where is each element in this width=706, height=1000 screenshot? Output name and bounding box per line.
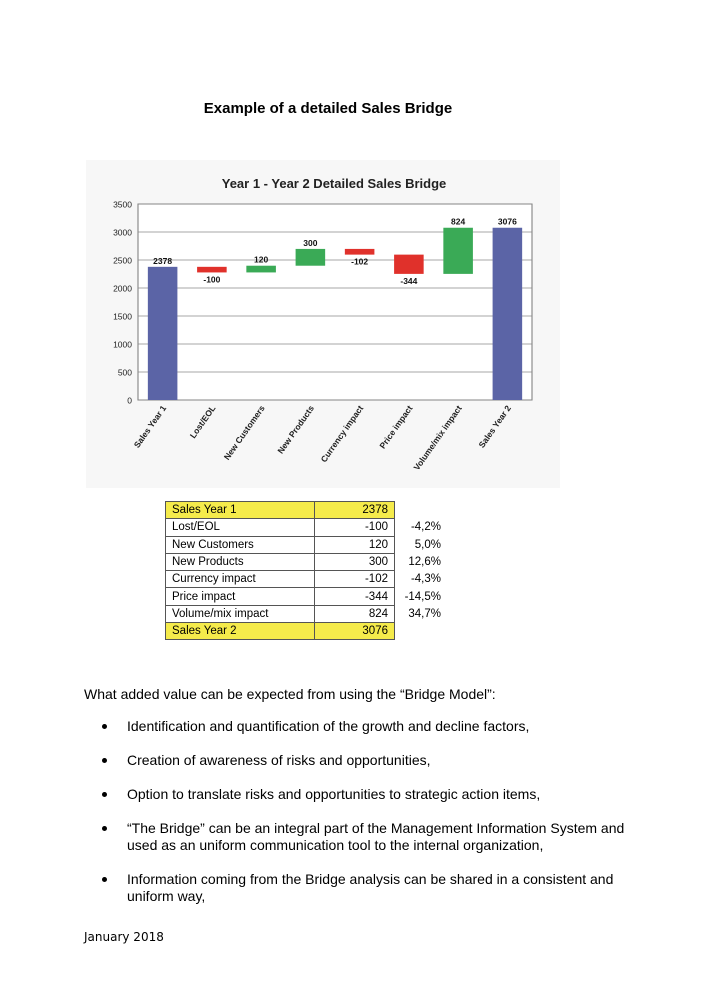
list-item-text: Identification and quantification of the growth and decline factors, — [127, 718, 530, 734]
row-percent: -4,3% — [410, 573, 441, 586]
data-label: 120 — [254, 254, 269, 265]
bullet-dot-icon — [102, 758, 107, 763]
data-label: -344 — [400, 275, 418, 286]
waterfall-chart-svg — [86, 160, 560, 488]
row-label: New Customers — [166, 536, 315, 553]
chart-title: Year 1 - Year 2 Detailed Sales Bridge — [221, 176, 447, 191]
list-item — [84, 820, 644, 854]
list-item — [84, 786, 644, 803]
x-tick-label: Currency impact — [318, 403, 366, 465]
table-row — [166, 588, 442, 605]
row-label: Sales Year 2 — [166, 623, 315, 640]
bar-new-customers — [246, 266, 276, 273]
row-percent: 5,0% — [414, 538, 441, 551]
sales-bridge-chart — [86, 160, 560, 488]
bar-sales-year-2 — [493, 228, 523, 400]
y-tick-label: 1000 — [113, 339, 132, 350]
y-tick-label: 500 — [117, 367, 132, 378]
bar-currency-impact — [345, 249, 375, 255]
row-label: Lost/EOL — [166, 519, 315, 536]
row-label: New Products — [166, 553, 315, 570]
row-label: Volume/mix impact — [166, 605, 315, 622]
bullet-dot-icon — [102, 724, 107, 729]
y-axis — [113, 200, 132, 406]
row-percent: 12,6% — [408, 556, 441, 569]
y-tick-label: 2500 — [113, 255, 132, 266]
list-item — [84, 752, 644, 769]
list-item-text: Option to translate risks and opportunities to strategic action items, — [127, 786, 541, 802]
row-label: Currency impact — [166, 571, 315, 588]
row-value: 120 — [315, 536, 395, 553]
bridge-table — [165, 501, 442, 640]
row-value: -100 — [315, 519, 395, 536]
list-item — [84, 871, 644, 905]
bar-volume-mix-impact — [443, 228, 473, 274]
x-tick-label: Sales Year 1 — [131, 403, 169, 450]
y-tick-label: 2000 — [113, 283, 132, 294]
row-value: 3076 — [315, 623, 395, 640]
data-label: -100 — [203, 274, 221, 285]
footer-date: January 2018 — [84, 930, 164, 944]
bullet-dot-icon — [102, 792, 107, 797]
list-item-text: Information coming from the Bridge analysis can be shared in a consistent and uniform way, — [127, 871, 614, 904]
x-tick-label: Sales Year 2 — [476, 403, 514, 450]
row-percent: -14,5% — [404, 590, 441, 603]
row-value: 300 — [315, 553, 395, 570]
x-tick-label: Price impact — [377, 403, 415, 451]
bullet-dot-icon — [102, 826, 107, 831]
row-label: Sales Year 1 — [166, 502, 315, 519]
x-tick-label: New Customers — [221, 403, 267, 462]
data-label: 300 — [303, 237, 318, 248]
list-item-text: “The Bridge” can be an integral part of the Management Information System and used as an uniform communication tool to the internal organization, — [127, 820, 625, 853]
table-row — [166, 571, 442, 588]
value-list — [84, 718, 644, 922]
bar-price-impact — [394, 255, 424, 274]
row-percent — [395, 502, 442, 519]
list-item — [84, 718, 644, 735]
row-value: 824 — [315, 605, 395, 622]
row-value: -102 — [315, 571, 395, 588]
data-label: -102 — [351, 256, 369, 267]
list-item-text: Creation of awareness of risks and opportunities, — [127, 752, 431, 768]
page-title: Example of a detailed Sales Bridge — [203, 100, 453, 117]
bullet-dot-icon — [102, 877, 107, 882]
row-percent: -4,2% — [410, 521, 441, 534]
y-tick-label: 3000 — [113, 227, 132, 238]
bar-new-products — [296, 249, 326, 266]
row-percent: 34,7% — [408, 607, 441, 620]
data-label: 3076 — [497, 216, 517, 227]
table-row — [166, 536, 442, 553]
x-axis — [132, 403, 513, 472]
x-tick-label: New Products — [275, 403, 317, 456]
x-tick-label: Lost/EOL — [187, 403, 218, 441]
table-row — [166, 502, 442, 519]
row-percent — [395, 623, 442, 640]
row-value: -344 — [315, 588, 395, 605]
y-tick-label: 3500 — [113, 199, 132, 210]
row-value: 2378 — [315, 502, 395, 519]
table-row — [166, 623, 442, 640]
intro-text: What added value can be expected from using the “Bridge Model”: — [84, 686, 496, 702]
y-tick-label: 1500 — [113, 311, 132, 322]
table-row — [166, 519, 442, 536]
table-row — [166, 605, 442, 622]
y-tick-label: 0 — [127, 395, 132, 406]
bar-lost-eol — [197, 267, 227, 273]
data-label: 2378 — [153, 255, 173, 266]
table-row — [166, 553, 442, 570]
data-label: 824 — [451, 216, 466, 227]
bar-sales-year-1 — [148, 267, 178, 400]
row-label: Price impact — [166, 588, 315, 605]
x-tick-label: Volume/mix impact — [411, 403, 464, 473]
